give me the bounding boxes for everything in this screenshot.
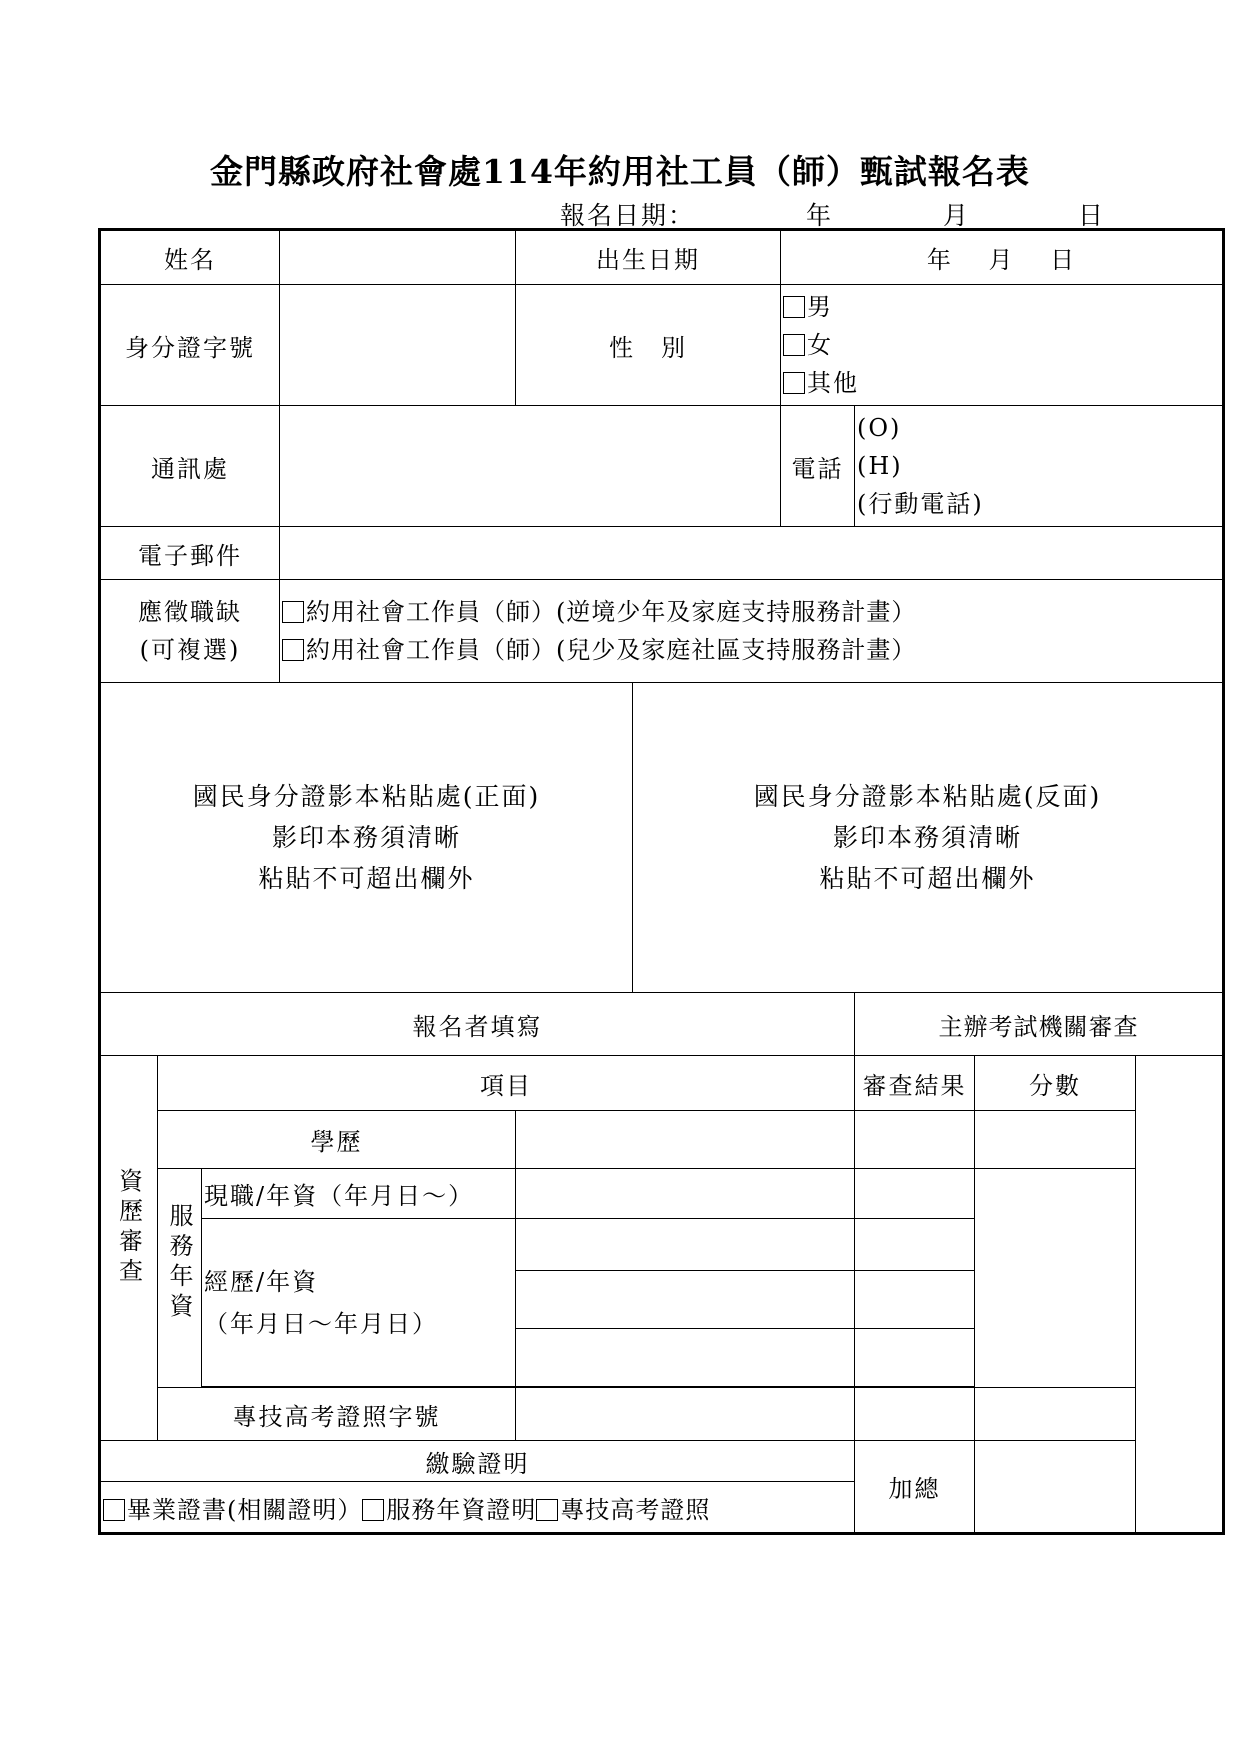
score-header: 分數 [975,1056,1136,1111]
apply-date-label: 報名日期： [560,201,696,230]
gender-option-other[interactable]: 其他 [783,364,1220,402]
position-option-1[interactable]: 約用社會工作員（師）(逆境少年及家庭支持服務計畫） [282,593,1220,631]
apply-date-year: 年 [806,201,834,230]
id-number-input[interactable] [280,285,516,406]
phone-office[interactable]: (O) [857,414,902,442]
name-input[interactable] [280,230,516,285]
address-input[interactable] [280,406,781,527]
address-label: 通訊處 [100,406,280,527]
checkbox-icon[interactable] [783,296,805,318]
total-score[interactable] [975,1441,1136,1534]
checkbox-icon[interactable] [783,334,805,356]
registration-table [98,228,1225,1535]
experience-result-3[interactable] [855,1329,975,1387]
current-job-label: 現職/年資（年月日～） [202,1169,516,1219]
id-copy-front-area: 國民身分證影本粘貼處(正面) 影印本務須清晰 粘貼不可超出欄外 [100,683,633,993]
documents-label: 繳驗證明 [100,1441,855,1482]
apply-date-day: 日 [1078,201,1106,230]
service-years-score[interactable] [975,1169,1136,1388]
birth-date-label: 出生日期 [516,230,781,285]
apply-date-month: 月 [943,201,971,230]
experience-result-1[interactable] [855,1219,975,1271]
name-label: 姓名 [100,230,280,285]
checkbox-icon[interactable] [536,1499,558,1521]
id-number-label: 身分證字號 [100,285,280,406]
id-copy-back-area: 國民身分證影本粘貼處(反面) 影印本務須清晰 粘貼不可超出欄外 [633,683,1224,993]
service-years-label: 服務年資 [158,1169,202,1388]
checkbox-icon[interactable] [282,601,304,623]
phone-home[interactable]: (H) [857,452,903,480]
document-option-service[interactable]: 服務年資證明 [362,1496,536,1524]
education-input[interactable] [516,1111,855,1169]
qualification-review-label: 資歷審查 [100,1056,158,1441]
checkbox-icon[interactable] [282,639,304,661]
experience-label: 經歷/年資 （年月日～年月日） [202,1219,516,1387]
gender-option-male[interactable]: 男 [783,288,1220,326]
email-label: 電子郵件 [100,527,280,580]
experience-input-1[interactable] [516,1219,855,1271]
gender-option-female[interactable]: 女 [783,326,1220,364]
license-score[interactable] [975,1388,1136,1441]
birth-date-input[interactable]: 年 月 日 [781,230,1224,285]
agency-review-header: 主辦考試機關審查 [855,993,1224,1056]
form-title: 金門縣政府社會處114年約用社工員（師）甄試報名表 [210,152,1030,191]
applicant-fill-header: 報名者填寫 [100,993,855,1056]
gender-label: 性 別 [516,285,781,406]
email-input[interactable] [280,527,1224,580]
phone-inputs [855,406,1224,527]
checkbox-icon[interactable] [783,372,805,394]
item-header: 項目 [158,1056,855,1111]
phone-mobile[interactable]: (行動電話) [857,490,984,518]
experience-input-3[interactable] [516,1329,855,1387]
position-option-2[interactable]: 約用社會工作員（師）(兒少及家庭社區支持服務計畫） [282,631,1220,669]
license-input[interactable] [516,1388,855,1441]
total-label: 加總 [855,1441,975,1534]
phone-label: 電話 [781,406,855,527]
checkbox-icon[interactable] [103,1499,125,1521]
checkbox-icon[interactable] [362,1499,384,1521]
experience-result-2[interactable] [855,1271,975,1329]
education-result[interactable] [855,1111,975,1169]
position-options [280,580,1224,683]
document-options [100,1482,855,1534]
apply-date-line [560,196,1106,230]
education-label: 學歷 [158,1111,516,1169]
education-score[interactable] [975,1111,1136,1169]
license-result[interactable] [855,1388,975,1441]
experience-input-2[interactable] [516,1271,855,1329]
gender-options [781,285,1224,406]
license-label: 專技高考證照字號 [158,1388,516,1441]
result-header: 審查結果 [855,1056,975,1111]
document-option-diploma[interactable]: 畢業證書(相關證明） [103,1496,362,1524]
position-label: 應徵職缺 (可複選) [100,580,280,683]
document-option-license[interactable]: 專技高考證照 [536,1496,710,1524]
current-job-result[interactable] [855,1169,975,1219]
current-job-input[interactable] [516,1169,855,1219]
